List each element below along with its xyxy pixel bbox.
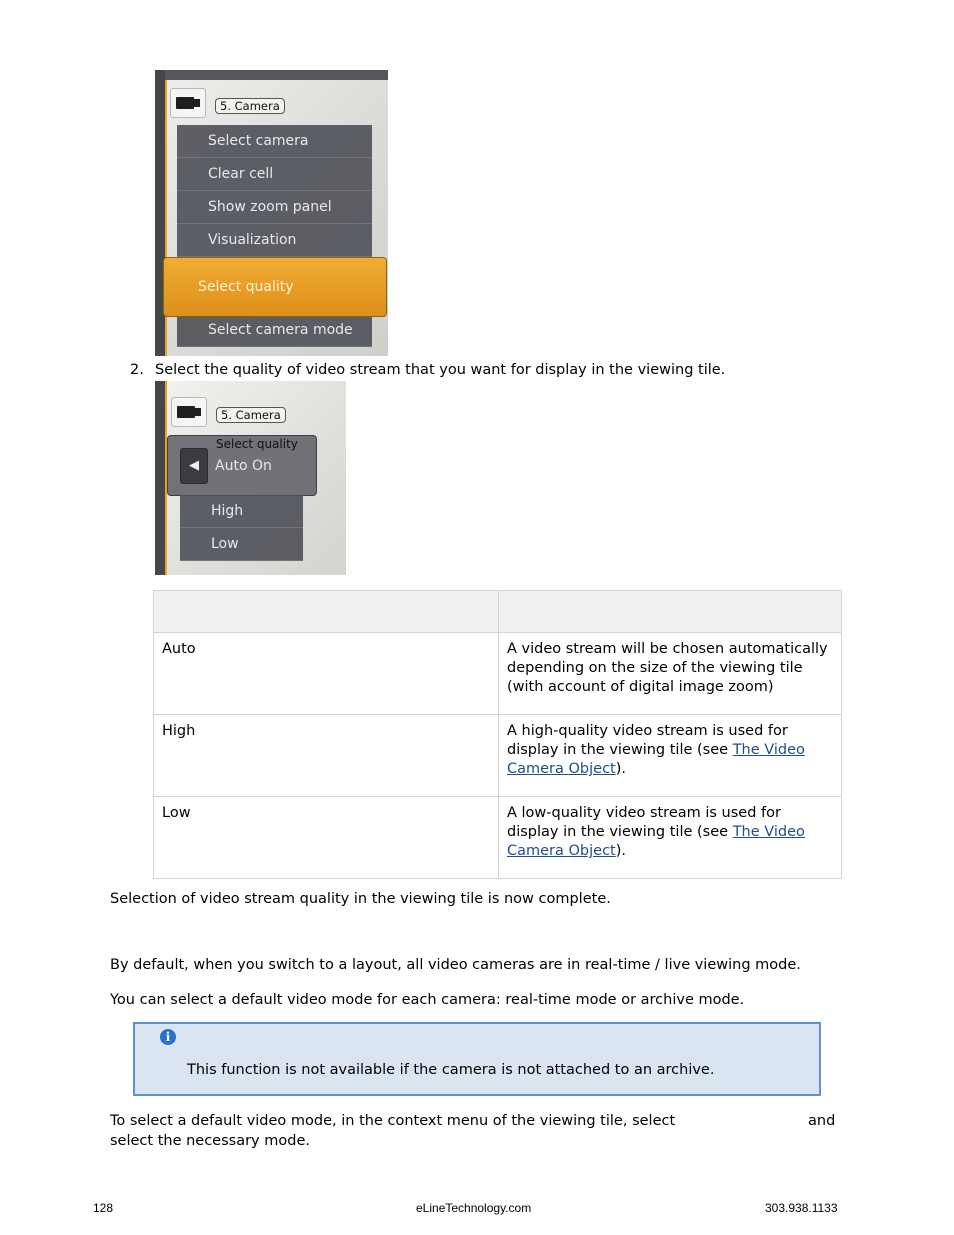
select-quality-title: Select quality [216,437,298,451]
table-row [154,797,842,879]
option-name: Auto [154,633,499,715]
quality-option-low[interactable]: Low [180,528,303,561]
instruction-text-2: select the necessary mode. [110,1133,310,1149]
menu-item-visualization[interactable]: Visualization [177,224,372,257]
select-default-text: You can select a default video mode for each camera: real-time mode or archive mode. [110,992,745,1008]
select-quality-panel [167,435,317,496]
video-camera-object-link[interactable]: The Video Camera Object [507,742,805,777]
menu-item-select-camera-mode[interactable]: Select camera mode [177,314,372,347]
video-camera-object-link[interactable]: The Video Camera Object [507,824,805,859]
camera-label: 5. Camera [216,407,286,423]
context-menu [177,125,372,347]
quality-current-value[interactable]: Auto On [215,458,272,474]
description-tail: ). [615,761,627,777]
table-header-cell [154,591,499,633]
quality-options [180,495,303,561]
option-name: Low [154,797,499,879]
option-description: A video stream will be chosen automatically depending on the size of the viewing tile (with account of digital image zoom) [499,633,842,715]
step-text: Select the quality of video stream that you want for display in the viewing tile. [155,362,726,378]
footer-phone: 303.938.1133 [765,1201,838,1215]
camera-label: 5. Camera [215,98,285,114]
option-description [499,797,842,879]
option-name: High [154,715,499,797]
menu-item-select-camera[interactable]: Select camera [177,125,372,158]
tile-left-bar [155,381,165,575]
back-arrow-icon[interactable]: ◀ [180,448,208,484]
video-camera-icon [171,397,207,427]
quality-options-table [153,590,842,879]
description-text: A low-quality video stream is used for display in the viewing tile (see [507,805,781,840]
completion-text: Selection of video stream quality in the viewing tile is now complete. [110,891,611,907]
instruction-text: To select a default video mode, in the context menu of the viewing tile, select [110,1113,676,1129]
step-number: 2. [130,362,144,378]
quality-option-high[interactable]: High [180,495,303,528]
info-note [133,1022,821,1096]
instruction-and: and [808,1113,836,1129]
description-tail: ). [615,843,627,859]
tile-top-bar [165,70,388,80]
option-description [499,715,842,797]
table-header-row [154,591,842,633]
quality-menu-screenshot [155,381,346,575]
table-row [154,633,842,715]
video-camera-icon [170,88,206,118]
description-text: A high-quality video stream is used for display in the viewing tile (see [507,723,788,758]
table-row [154,715,842,797]
default-mode-text: By default, when you switch to a layout, all video cameras are in real-time / live viewing mode. [110,957,801,973]
menu-item-show-zoom-panel[interactable]: Show zoom panel [177,191,372,224]
page-number: 128 [93,1201,114,1215]
table-header-cell [499,591,842,633]
info-icon: i [160,1029,176,1045]
note-text: This function is not available if the camera is not attached to an archive. [187,1062,715,1078]
menu-item-select-quality[interactable]: Select quality [163,257,387,317]
footer-site: eLineTechnology.com [416,1201,532,1215]
menu-item-clear-cell[interactable]: Clear cell [177,158,372,191]
context-menu-screenshot [155,70,388,356]
